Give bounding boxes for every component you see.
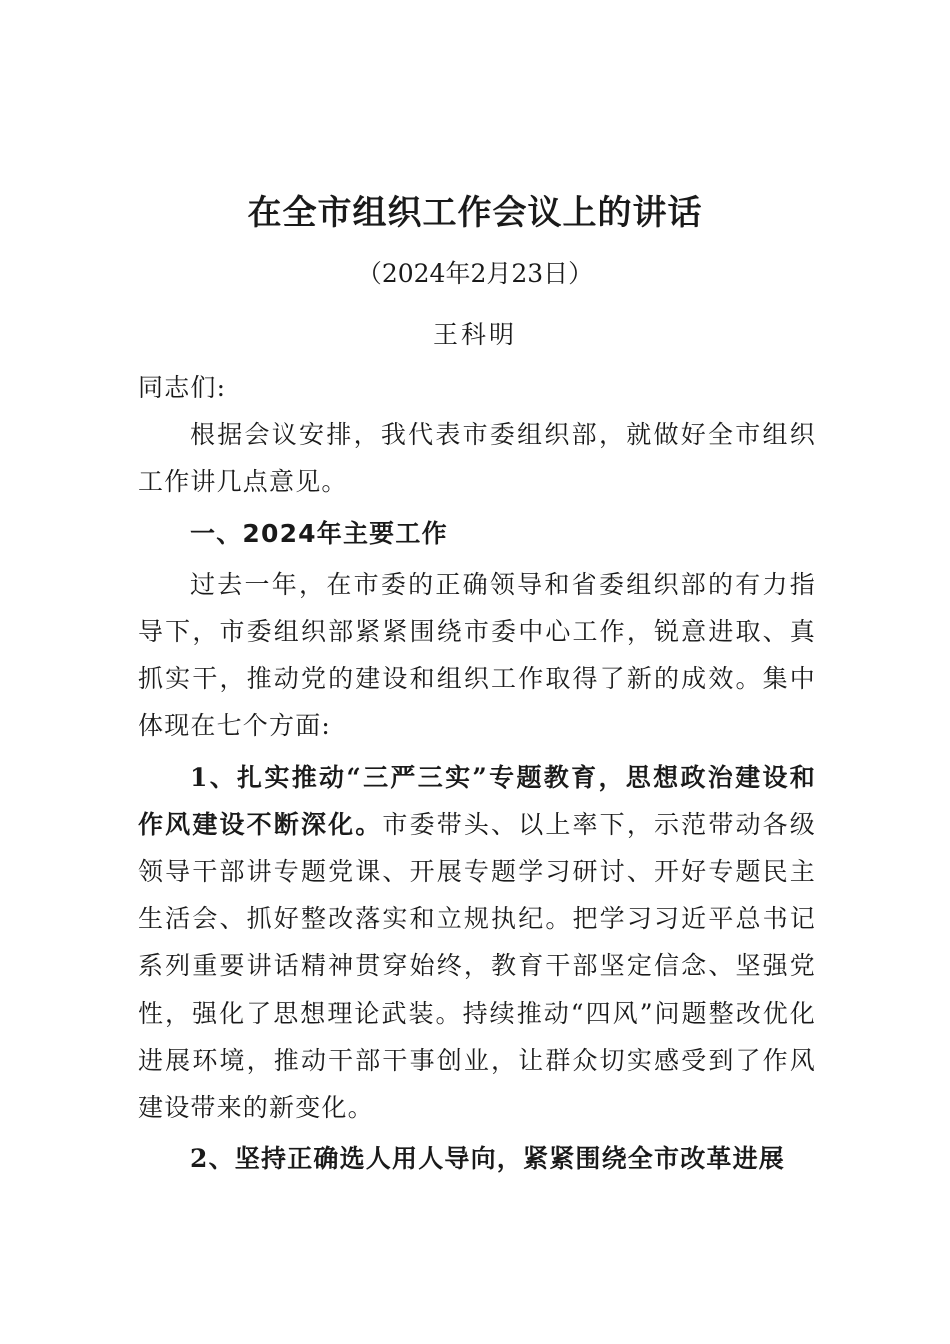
section-heading: 一、2024年主要工作 [190,518,448,548]
item-1-text: 市委带头、以上率下，示范带动各级领导干部讲专题党课、开展专题学习研讨、开好专题民主生活会、抓好整改落实和立规执纪。把学习习近平总书记系列重要讲话精神贯穿始终，教育干部坚定信念、坚强党性，强化了思想理论武装。持续推动“四风”问题整改优化进展环境，推动干部干事创业，让群众切实感受到了作风建设带来的新变化。 [138,809,816,1123]
document-body [138,364,816,1182]
document-author: 王科明 [432,320,517,349]
item-1-paragraph [138,754,816,1132]
greeting: 同志们: [138,373,227,402]
item-1-heading: 1、扎实推动“三严三实”专题教育，思想政治建设和作风建设不断深化。 [138,762,816,839]
document-title: 在全市组织工作会议上的讲话 [247,193,703,233]
document-date: （2024年2月23日） [356,259,594,288]
intro-paragraph: 根据会议安排，我代表市委组织部，就做好全市组织工作讲几点意见。 [138,420,816,497]
section-intro-paragraph: 过去一年，在市委的正确领导和省委组织部的有力指导下，市委组织部紧紧围绕市委中心工作，锐意进取、真抓实干，推动党的建设和组织工作取得了新的成效。集中体现在七个方面: [138,569,816,741]
item-2-heading: 2、坚持正确选人用人导向，紧紧围绕全市改革进展 [190,1144,785,1174]
